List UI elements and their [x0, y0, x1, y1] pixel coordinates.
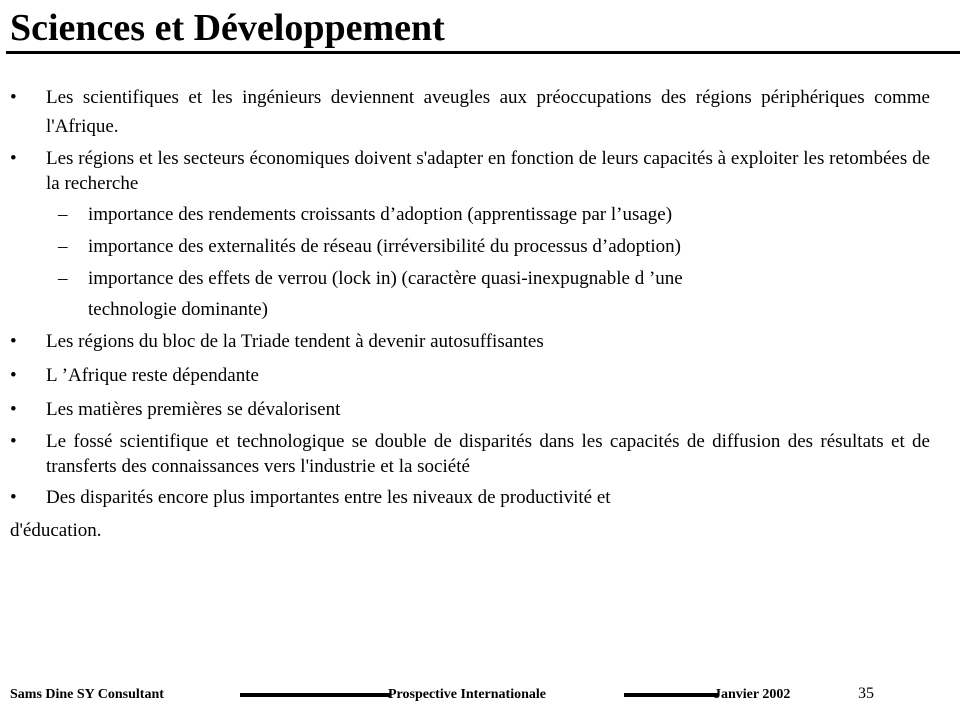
sub-text: importance des externalités de réseau (irréversibilité du processus d’adoption) [88, 236, 682, 257]
slide-title: Sciences et Développement [10, 7, 445, 49]
sub-item [10, 200, 930, 229]
footer-rule-right [624, 693, 718, 697]
bullet-item [10, 361, 930, 390]
dash-mark: – [58, 236, 68, 257]
slide-content [10, 83, 930, 545]
bullet-text: Les régions du bloc de la Triade tendent à devenir autosuffisantes [46, 331, 544, 352]
bullet-mark: • [10, 487, 17, 508]
bullet-text: Les matières premières se dévalorisent [46, 399, 341, 420]
bullet-mark: • [10, 87, 17, 108]
bullet-mark: • [10, 431, 17, 452]
sub-text: importance des rendements croissants d’adoption (apprentissage par l’usage) [88, 204, 673, 225]
sub-item-continuation [10, 295, 930, 324]
bullet-text: Le fossé scientifique et technologique se double de disparités dans les capacités de diffusion des résultats et de transferts des connaissances vers l'industrie et la société [46, 431, 930, 477]
footer-author: Sams Dine SY Consultant [10, 687, 164, 702]
bullet-item [10, 483, 930, 512]
title-underline [6, 51, 960, 54]
bullet-text: Les scientifiques et les ingénieurs deviennent aveugles aux préoccupations des régions périphériques comme l'Afrique. [46, 87, 930, 137]
footer-rule-left [240, 693, 390, 697]
bullet-text: L ’Afrique reste dépendante [46, 365, 259, 386]
dash-mark: – [58, 268, 68, 289]
slide-footer [0, 686, 960, 710]
sub-item [10, 232, 930, 261]
bullet-mark: • [10, 365, 17, 386]
bullet-text: Les régions et les secteurs économiques doivent s'adapter en fonction de leurs capacités à exploiter les retombées de la recherche [46, 148, 930, 194]
bullet-item [10, 395, 930, 424]
sub-item [10, 264, 930, 293]
plain-text: d'éducation. [10, 520, 102, 541]
sub-text: technologie dominante) [88, 299, 268, 320]
page-number: 35 [858, 685, 874, 702]
bullet-mark: • [10, 331, 17, 352]
bullet-mark: • [10, 148, 17, 169]
footer-date: Janvier 2002 [714, 687, 791, 702]
bullet-text: Des disparités encore plus importantes entre les niveaux de productivité et [46, 487, 611, 508]
footer-center: Prospective Internationale [388, 687, 546, 702]
bullet-item [10, 146, 930, 196]
sub-text: importance des effets de verrou (lock in) (caractère quasi-inexpugnable d ’une [88, 268, 683, 289]
plain-text-line [10, 516, 930, 545]
bullet-mark: • [10, 399, 17, 420]
bullet-item [10, 327, 930, 356]
bullet-item [10, 429, 930, 479]
dash-mark: – [58, 204, 68, 225]
bullet-item [10, 83, 930, 141]
